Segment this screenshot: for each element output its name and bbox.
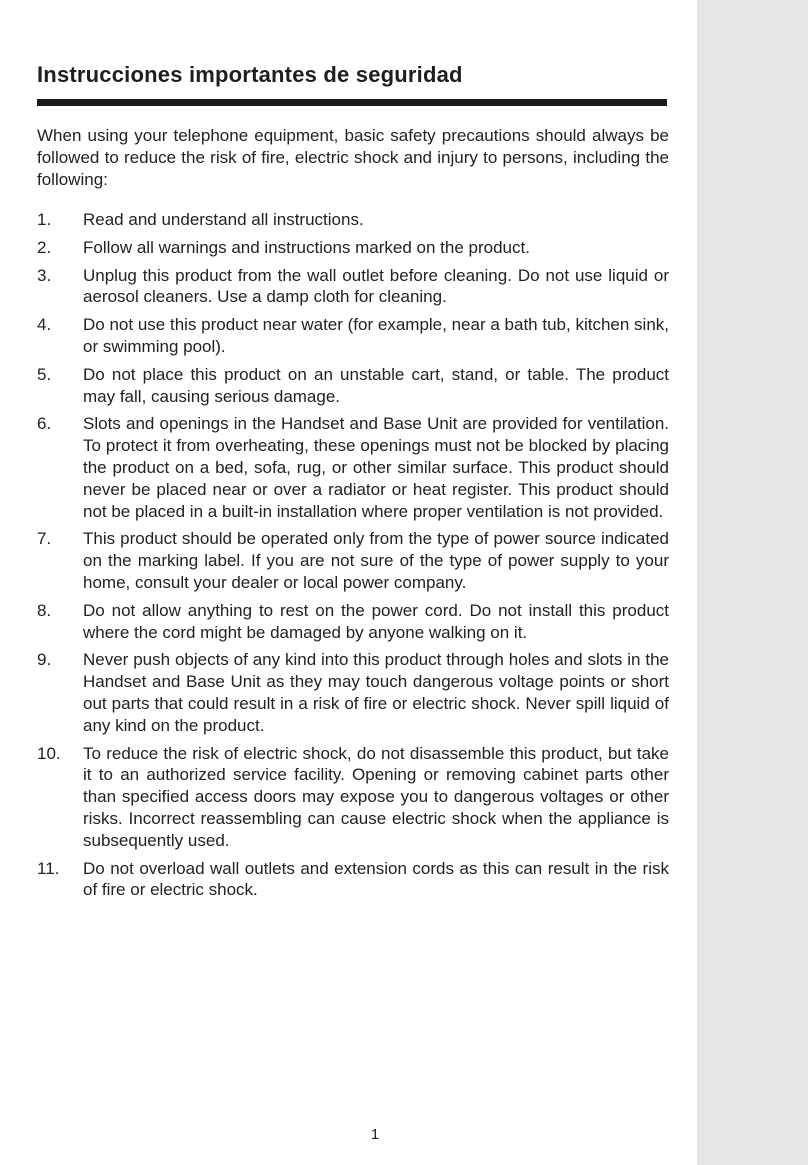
- list-item: [37, 237, 669, 259]
- list-item-number: 6.: [37, 414, 52, 434]
- list-item-number: 4.: [37, 315, 52, 335]
- list-item-text: Do not use this product near water (for example, near a bath tub, kitchen sink, or swimming pool).: [83, 315, 669, 356]
- list-item: [37, 743, 669, 852]
- list-item-number: 9.: [37, 650, 52, 670]
- list-item-number: 3.: [37, 265, 52, 285]
- list-item: [37, 858, 669, 902]
- list-item-text: Never push objects of any kind into this product through holes and slots in the Handset and Base Unit as they may touch dangerous voltage points or short out parts that could result in a risk of fire or electric shock. Never spill liquid of any kind on the product.: [83, 650, 669, 735]
- list-item-text: Do not place this product on an unstable cart, stand, or table. The product may fall, causing serious damage.: [83, 364, 669, 406]
- list-item: [37, 600, 669, 644]
- list-item-text: Follow all warnings and instructions marked on the product.: [83, 237, 530, 257]
- list-item-number: 5.: [37, 364, 52, 384]
- list-item: [37, 209, 669, 231]
- list-item-number: 2.: [37, 237, 52, 257]
- list-item: [37, 528, 669, 593]
- list-item-number: 1.: [37, 210, 52, 229]
- list-item-number: 10.: [37, 743, 61, 763]
- list-item-text: This product should be operated only from the type of power source indicated on the marking label. If you are not sure of the type of power supply to your home, consult your dealer or local power company.: [83, 529, 669, 592]
- page-title: Instrucciones importantes de seguridad: [37, 62, 463, 87]
- safety-instructions-list: [37, 209, 669, 907]
- side-tab-margin: [697, 0, 808, 1165]
- list-item: [37, 314, 669, 358]
- title-underline-rule: [37, 99, 667, 106]
- list-item-text: To reduce the risk of electric shock, do not disassemble this product, but take it to an authorized service facility. Opening or removing cabinet parts other than specified access doors may expose you to dangerous voltages or other risks. Incorrect reassembling can cause electric shock when the appliance is subsequently used.: [83, 743, 669, 850]
- list-item-text: Do not allow anything to rest on the power cord. Do not install this product where the cord might be damaged by anyone walking on it.: [83, 600, 669, 642]
- list-item: [37, 364, 669, 408]
- page-number: 1: [370, 1126, 380, 1143]
- list-item-number: 7.: [37, 529, 52, 549]
- list-item-text: Unplug this product from the wall outlet before cleaning. Do not use liquid or aerosol cleaners. Use a damp cloth for cleaning.: [83, 265, 669, 307]
- list-item: [37, 265, 669, 309]
- list-item-text: Read and understand all instructions.: [83, 210, 364, 229]
- list-item-number: 8.: [37, 600, 52, 620]
- intro-paragraph: When using your telephone equipment, basic safety precautions should always be followed to reduce the risk of fire, electric shock and injury to persons, including the following:: [37, 126, 669, 189]
- list-item: [37, 649, 669, 736]
- list-item-text: Slots and openings in the Handset and Base Unit are provided for ventilation. To protect it from overheating, these openings must not be blocked by placing the product on a bed, sofa, rug, or other similar surface. This product should never be placed near or over a radiator or heat register. This product should not be placed in a built-in installation where proper ventilation is not provided.: [83, 414, 669, 521]
- list-item-number: 11.: [37, 858, 60, 878]
- list-item: [37, 413, 669, 522]
- list-item-text: Do not overload wall outlets and extension cords as this can result in the risk of fire or electric shock.: [83, 858, 669, 900]
